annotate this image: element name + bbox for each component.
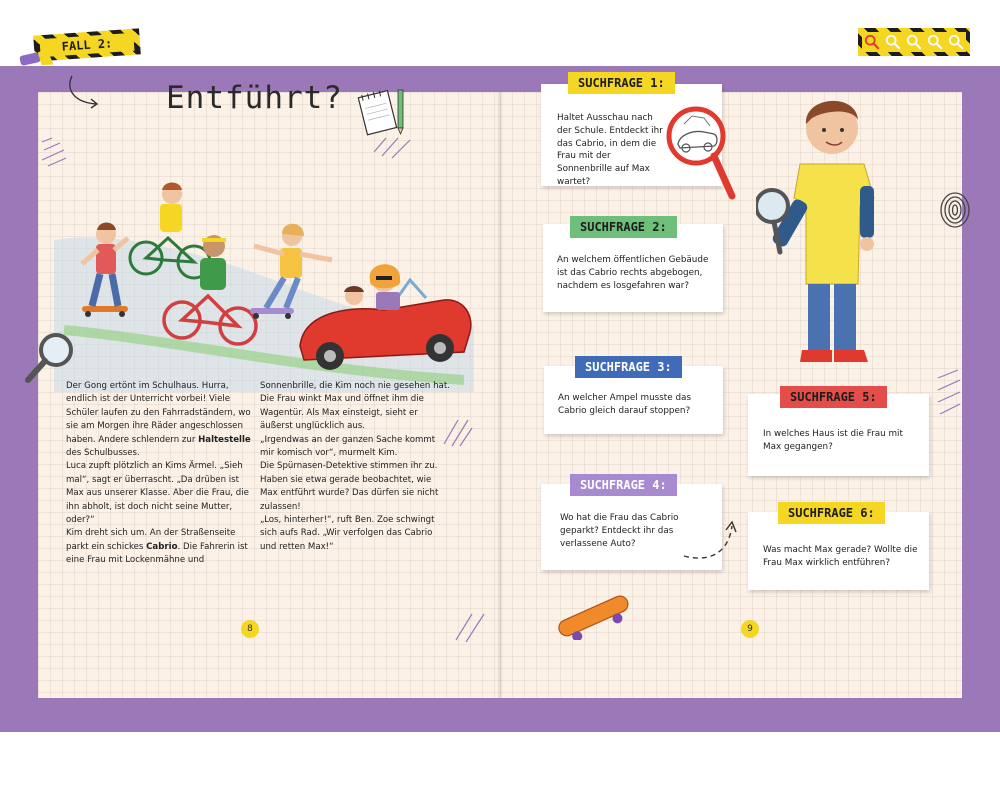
story-text: Der Gong ertönt im Schulhaus. Hurra, endlich ist der Unterricht vorbei! Viele Schüler laufen zu den Fahrradständern, wo sie am Morgen ihre Räder angeschlossen haben. Andere schlendern zur: [66, 381, 251, 445]
question-label-3: SUCHFRAGE 3:: [575, 356, 682, 378]
skateboard-icon: [552, 590, 634, 640]
story-paragraph: „Los, hinterher!“, ruft Ben. Zoe schwingt sich aufs Rad. „Wir verfolgen das Cabrio und retten Max!“: [260, 515, 435, 552]
scribble-decoration: [934, 366, 964, 426]
question-text-3: An welcher Ampel musste das Cabrio gleich darauf stoppen?: [558, 393, 692, 416]
question-text-4: Wo hat die Frau das Cabrio geparkt? Entdeckt ihr das verlassene Auto?: [560, 513, 679, 549]
page-title: Entführt?: [166, 80, 343, 116]
magnifier-icon: [927, 34, 943, 50]
flashlight-icon: [18, 48, 54, 70]
question-text-1: Haltet Ausschau nach der Schule. Entdeckt ihr das Cabrio, in dem die Frau mit der Sonnenbrille auf Max wartet?: [557, 113, 663, 187]
story-paragraph: „Irgendwas an der ganzen Sache kommt mir komisch vor“, murmelt Kim.: [260, 434, 436, 459]
scribble-decoration: [452, 606, 488, 646]
question-text-2: An welchem öffentlichen Gebäude ist das Cabrio rechts abgebogen, nachdem es losgefahren war?: [557, 255, 709, 291]
progress-tape: [858, 28, 970, 56]
magnifier-icon: [864, 34, 880, 50]
question-label-6: SUCHFRAGE 6:: [778, 502, 885, 524]
story-text: des Schulbusses.: [66, 448, 140, 459]
book-gutter: [497, 92, 503, 698]
question-text-5: In welches Haus ist die Frau mit Max gegangen?: [763, 429, 903, 452]
fingerprint-icon: [938, 190, 972, 230]
question-text-6: Was macht Max gerade? Wollte die Frau Max wirklich entführen?: [763, 545, 918, 568]
question-label-5: SUCHFRAGE 5:: [780, 386, 887, 408]
red-cabrio: [300, 264, 471, 370]
page-number-right: 9: [741, 620, 759, 638]
story-text: . Die Fahrerin ist eine Frau mit Lockenmähne und: [66, 541, 248, 566]
question-label-4: SUCHFRAGE 4:: [570, 474, 677, 496]
magnifier-icon: [885, 34, 901, 50]
magnifier-icon: [948, 34, 964, 50]
story-paragraph: Die Spürnasen-Detektive stimmen ihr zu. Haben sie etwa gerade beobachtet, wie Max entführt wurde? Das dürfen sie nicht zulassen!: [260, 461, 439, 512]
progress-icons: [862, 32, 966, 52]
magnifier-with-car-icon: [664, 104, 738, 202]
keyword-cabrio: Cabrio: [146, 541, 178, 552]
story-text: Kim dreht sich um. An der Straßenseite parkt ein schickes: [66, 528, 236, 552]
story-column-2: [260, 380, 450, 554]
keyword-haltestelle: Haltestelle: [198, 434, 251, 445]
story-paragraph: Sonnenbrille, die Kim noch nie gesehen hat. Die Frau winkt Max und öffnet ihm die Wagentür. Als Max einsteigt, sieht er äußerst unglücklich aus.: [260, 381, 450, 432]
street-scene-illustration: [54, 130, 474, 392]
question-label-2: SUCHFRAGE 2:: [570, 216, 677, 238]
detective-boy-illustration: [756, 88, 896, 366]
magnifier-icon: [22, 330, 76, 386]
story-paragraph: Luca zupft plötzlich an Kims Ärmel. „Sieh mal“, sagt er überrascht. „Da drüben ist Max aus unserer Klasse. Aber die Frau, die ihn abholt, ist doch nicht seine Mutter, oder?“: [66, 461, 249, 526]
magnifier-icon: [906, 34, 922, 50]
page-number-left: 8: [241, 620, 259, 638]
arrow-doodle-icon: [64, 74, 104, 110]
story-column-1: [66, 380, 256, 568]
question-label-1: SUCHFRAGE 1:: [568, 72, 675, 94]
case-label: FALL 2:: [39, 33, 134, 58]
dashed-arrow-icon: [682, 516, 740, 564]
